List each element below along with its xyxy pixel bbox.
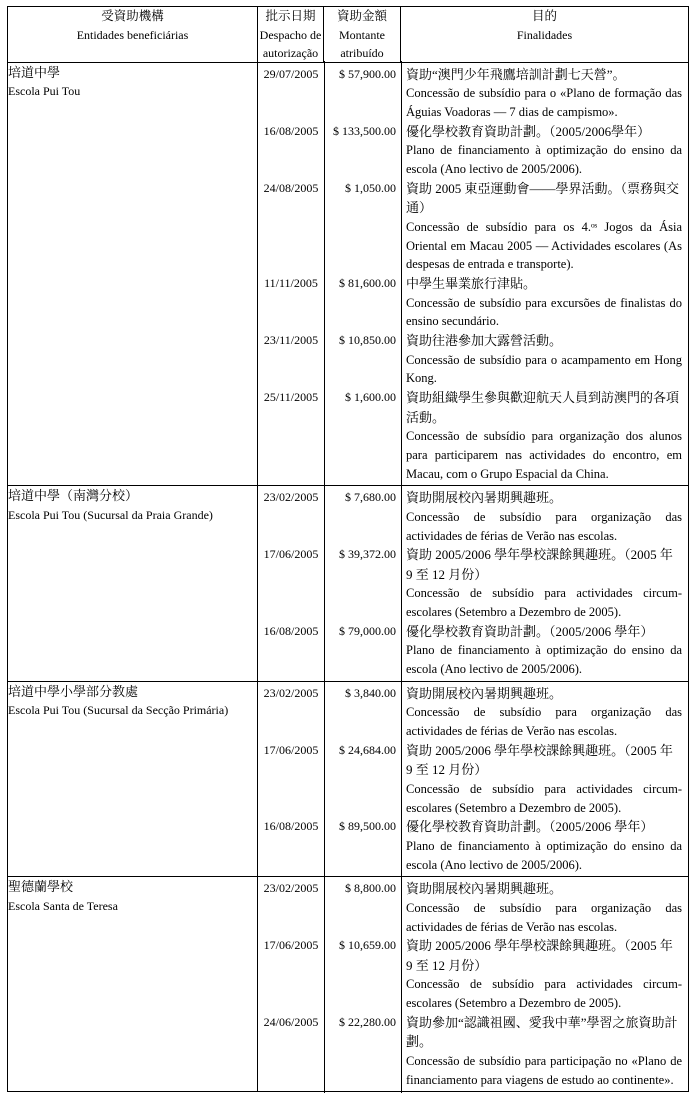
entry-amount: $ 133,500.00 — [333, 123, 396, 138]
subsidy-entry — [258, 741, 688, 818]
entry-purpose-pt: Plano de financiamento à optimização do ensino da escola (Ano lectivo de 2005/2006). — [406, 143, 682, 176]
entries-list — [258, 682, 688, 877]
entry-purpose-zh: 資助參加“認識祖國、愛我中華”學習之旅資助計劃。 — [406, 1014, 678, 1050]
entry-amount: $ 81,600.00 — [339, 276, 396, 290]
entry-purpose — [401, 622, 688, 679]
entry-purpose-pt: Concessão de subsídio para os 4.ᵒˢ Jogos da Ásia Oriental em Macau 2005 — Actividades escolares (As despesas de entrada e transporte). — [406, 219, 682, 272]
entry-purpose — [401, 684, 688, 741]
entry-purpose — [401, 179, 688, 274]
entries-list — [258, 877, 688, 1091]
entry-purpose-zh: 資助 2005/2006 學年學校課餘興趣班。（2005 年 9 至 12 月份） — [406, 938, 673, 973]
entry-purpose-zh: 資助 2005/2006 學年學校課餘興趣班。（2005 年 9 至 12 月份） — [406, 742, 673, 778]
entry-purpose-zh: 資助 2005 東亞運動會——學界活動。（票務與交通） — [406, 180, 680, 216]
entry-amount: $ 1,050.00 — [345, 180, 396, 195]
entity-name-pt: Escola Santa de Teresa — [8, 898, 118, 913]
entry-amount: $ 22,280.00 — [339, 1014, 396, 1029]
entry-amount: $ 3,840.00 — [345, 685, 396, 700]
entry-purpose — [401, 274, 688, 331]
subsidy-entry — [258, 545, 688, 622]
entity-row — [8, 486, 689, 682]
entry-purpose-zh: 資助開展校內暑期興趣班。 — [406, 685, 563, 701]
entry-amount: $ 10,659.00 — [339, 938, 396, 953]
entry-amount: $ 79,000.00 — [339, 623, 396, 638]
entries-cell — [258, 486, 689, 682]
entry-amount: $ 57,900.00 — [339, 66, 396, 81]
entry-purpose-pt: Concessão de subsídio para actividades circum-escolares (Setembro a Dezembro de 2005). — [406, 781, 682, 815]
entry-date: 23/02/2005 — [263, 685, 319, 700]
header-entity — [8, 7, 258, 63]
entry-purpose-pt: Plano de financiamento à optimização do ensino da escola (Ano lectivo de 2005/2006). — [406, 838, 682, 872]
entry-date: 23/11/2005 — [263, 333, 319, 347]
entity-name-pt: Escola Pui Tou — [8, 84, 81, 99]
subsidy-entry — [258, 122, 688, 179]
entity-name-zh: 培道中學小學部分教處 — [8, 683, 139, 699]
header-date-pt: Despacho de autorização — [259, 27, 322, 60]
entry-purpose-zh: 資助“澳門少年飛鷹培訓計劃七天營”。 — [406, 66, 626, 82]
header-entity-zh: 受資助機構 — [101, 9, 164, 23]
header-purpose-pt: Finalidades — [516, 27, 573, 42]
entry-amount: $ 10,850.00 — [339, 333, 396, 347]
header-purpose-zh: 目的 — [531, 9, 557, 23]
header-entity-pt: Entidades beneficiárias — [76, 27, 189, 42]
entry-purpose-pt: Concessão de subsídio para o acampamento em Hong Kong. — [406, 352, 682, 386]
entity-cell — [8, 486, 258, 682]
entry-purpose — [401, 879, 688, 936]
entry-purpose — [401, 817, 688, 874]
entry-purpose-zh: 資助 2005/2006 學年學校課餘興趣班。（2005 年 9 至 12 月份） — [406, 547, 673, 582]
entry-date: 17/06/2005 — [263, 938, 319, 953]
header-date — [258, 7, 324, 63]
entity-cell — [8, 62, 258, 486]
entity-row — [8, 877, 689, 1092]
entry-purpose-pt: Concessão de subsídio para organização dos alunos para participarem nas actividades do encontro, em Macau, com o Grupo Espacial da China. — [406, 429, 682, 481]
entry-purpose — [401, 1013, 688, 1090]
entry-purpose — [401, 65, 688, 122]
entries-cell — [258, 681, 689, 877]
subsidy-entry — [258, 331, 688, 388]
entry-date: 29/07/2005 — [263, 66, 319, 81]
entry-purpose-pt: Concessão de subsídio para o «Plano de formação das Águias Voadoras — 7 dias de campismo». — [406, 86, 682, 119]
entry-purpose-pt: Concessão de subsídio para excursões de finalistas do ensino secundário. — [406, 295, 682, 329]
entry-date: 11/11/2005 — [264, 276, 318, 290]
entry-amount: $ 8,800.00 — [345, 881, 396, 896]
entity-name-pt: Escola Pui Tou (Sucursal da Secção Primária) — [8, 703, 229, 718]
entry-purpose-pt: Plano de financiamento à optimização do ensino da escola (Ano lectivo de 2005/2006). — [406, 643, 682, 676]
entity-name-pt: Escola Pui Tou (Sucursal da Praia Grande) — [8, 507, 213, 522]
entity-row — [8, 681, 689, 877]
subsidy-entry — [258, 879, 688, 936]
subsidy-entry — [258, 936, 688, 1013]
entry-purpose — [401, 122, 688, 179]
subsidy-entry — [258, 65, 688, 122]
entry-amount: $ 7,680.00 — [345, 490, 396, 505]
entity-name-zh: 聖德蘭學校 — [8, 879, 74, 895]
entry-purpose-zh: 資助開展校內暑期興趣班。 — [406, 490, 563, 506]
entity-cell — [8, 681, 258, 877]
subsidy-entry — [258, 179, 688, 274]
entity-cell — [8, 877, 258, 1092]
entry-purpose-pt: Concessão de subsídio para organização das actividades de férias de Verão nas escolas. — [406, 705, 682, 738]
entry-amount: $ 39,372.00 — [339, 547, 396, 562]
entry-date: 16/08/2005 — [263, 819, 319, 834]
entry-purpose — [401, 488, 688, 545]
subsidy-table — [7, 6, 689, 1092]
entry-date: 23/02/2005 — [263, 490, 319, 505]
entry-purpose-zh: 中學生畢業旅行津貼。 — [406, 276, 537, 291]
entry-purpose-zh: 資助組織學生參與歡迎航天人員到訪澳門的各項活動。 — [406, 390, 680, 425]
entry-date: 17/06/2005 — [263, 547, 319, 562]
entry-amount: $ 1,600.00 — [345, 390, 396, 404]
entry-date: 24/08/2005 — [263, 180, 319, 195]
entry-date: 16/08/2005 — [263, 623, 319, 638]
entry-date: 17/06/2005 — [263, 742, 319, 757]
entry-purpose-zh: 優化學校教育資助計劃。（2005/2006 學年） — [406, 623, 654, 639]
entry-purpose-pt: Concessão de subsídio para participação no «Plano de financiamento para viagens de estudo ao continente». — [406, 1053, 682, 1087]
entry-purpose-zh: 優化學校教育資助計劃。（2005/2006學年） — [406, 123, 651, 139]
entries-list — [258, 63, 688, 486]
entry-amount: $ 24,684.00 — [339, 742, 396, 757]
entity-name-zh: 培道中學 — [8, 64, 61, 80]
subsidy-entry — [258, 488, 688, 545]
entries-cell — [258, 877, 689, 1092]
entries-cell — [258, 62, 689, 486]
entity-name-zh: 培道中學（南灣分校） — [8, 488, 139, 504]
header-amount-zh: 資助金額 — [336, 9, 387, 23]
subsidy-entry — [258, 388, 688, 483]
entry-purpose — [401, 331, 688, 388]
table-header-row — [8, 7, 689, 63]
subsidy-entry — [258, 817, 688, 874]
entry-date: 16/08/2005 — [263, 123, 319, 138]
entry-date: 23/02/2005 — [263, 881, 319, 896]
entry-purpose-pt: Concessão de subsídio para actividades circum-escolares (Setembro a Dezembro de 2005). — [406, 977, 682, 1010]
header-amount-pt: Montante atribuído — [339, 27, 385, 60]
header-date-zh: 批示日期 — [265, 9, 316, 23]
subsidy-entry — [258, 622, 688, 679]
entry-purpose-zh: 優化學校教育資助計劃。（2005/2006 學年） — [406, 819, 654, 835]
entry-date: 25/11/2005 — [263, 390, 319, 404]
entity-row — [8, 62, 689, 486]
entry-purpose-zh: 資助開展校內暑期興趣班。 — [406, 881, 563, 897]
entry-date: 24/06/2005 — [263, 1014, 319, 1029]
entry-purpose-pt: Concessão de subsídio para organização das actividades de férias de Verão nas escolas. — [406, 900, 682, 934]
entry-purpose-pt: Concessão de subsídio para organização das actividades de férias de Verão nas escolas. — [406, 509, 682, 543]
entries-list — [258, 486, 688, 681]
entry-amount: $ 89,500.00 — [339, 819, 396, 834]
entry-purpose — [401, 388, 688, 483]
entry-purpose-pt: Concessão de subsídio para actividades circum-escolares (Setembro a Dezembro de 2005). — [406, 586, 682, 619]
subsidy-entry — [258, 274, 688, 331]
subsidy-entry — [258, 1013, 688, 1090]
header-amount — [324, 7, 401, 63]
entry-purpose — [401, 741, 688, 818]
entry-purpose — [401, 936, 688, 1013]
subsidy-entry — [258, 684, 688, 741]
header-purpose — [401, 7, 689, 63]
entry-purpose-zh: 資助往港參加大露營活動。 — [406, 333, 563, 348]
entry-purpose — [401, 545, 688, 622]
